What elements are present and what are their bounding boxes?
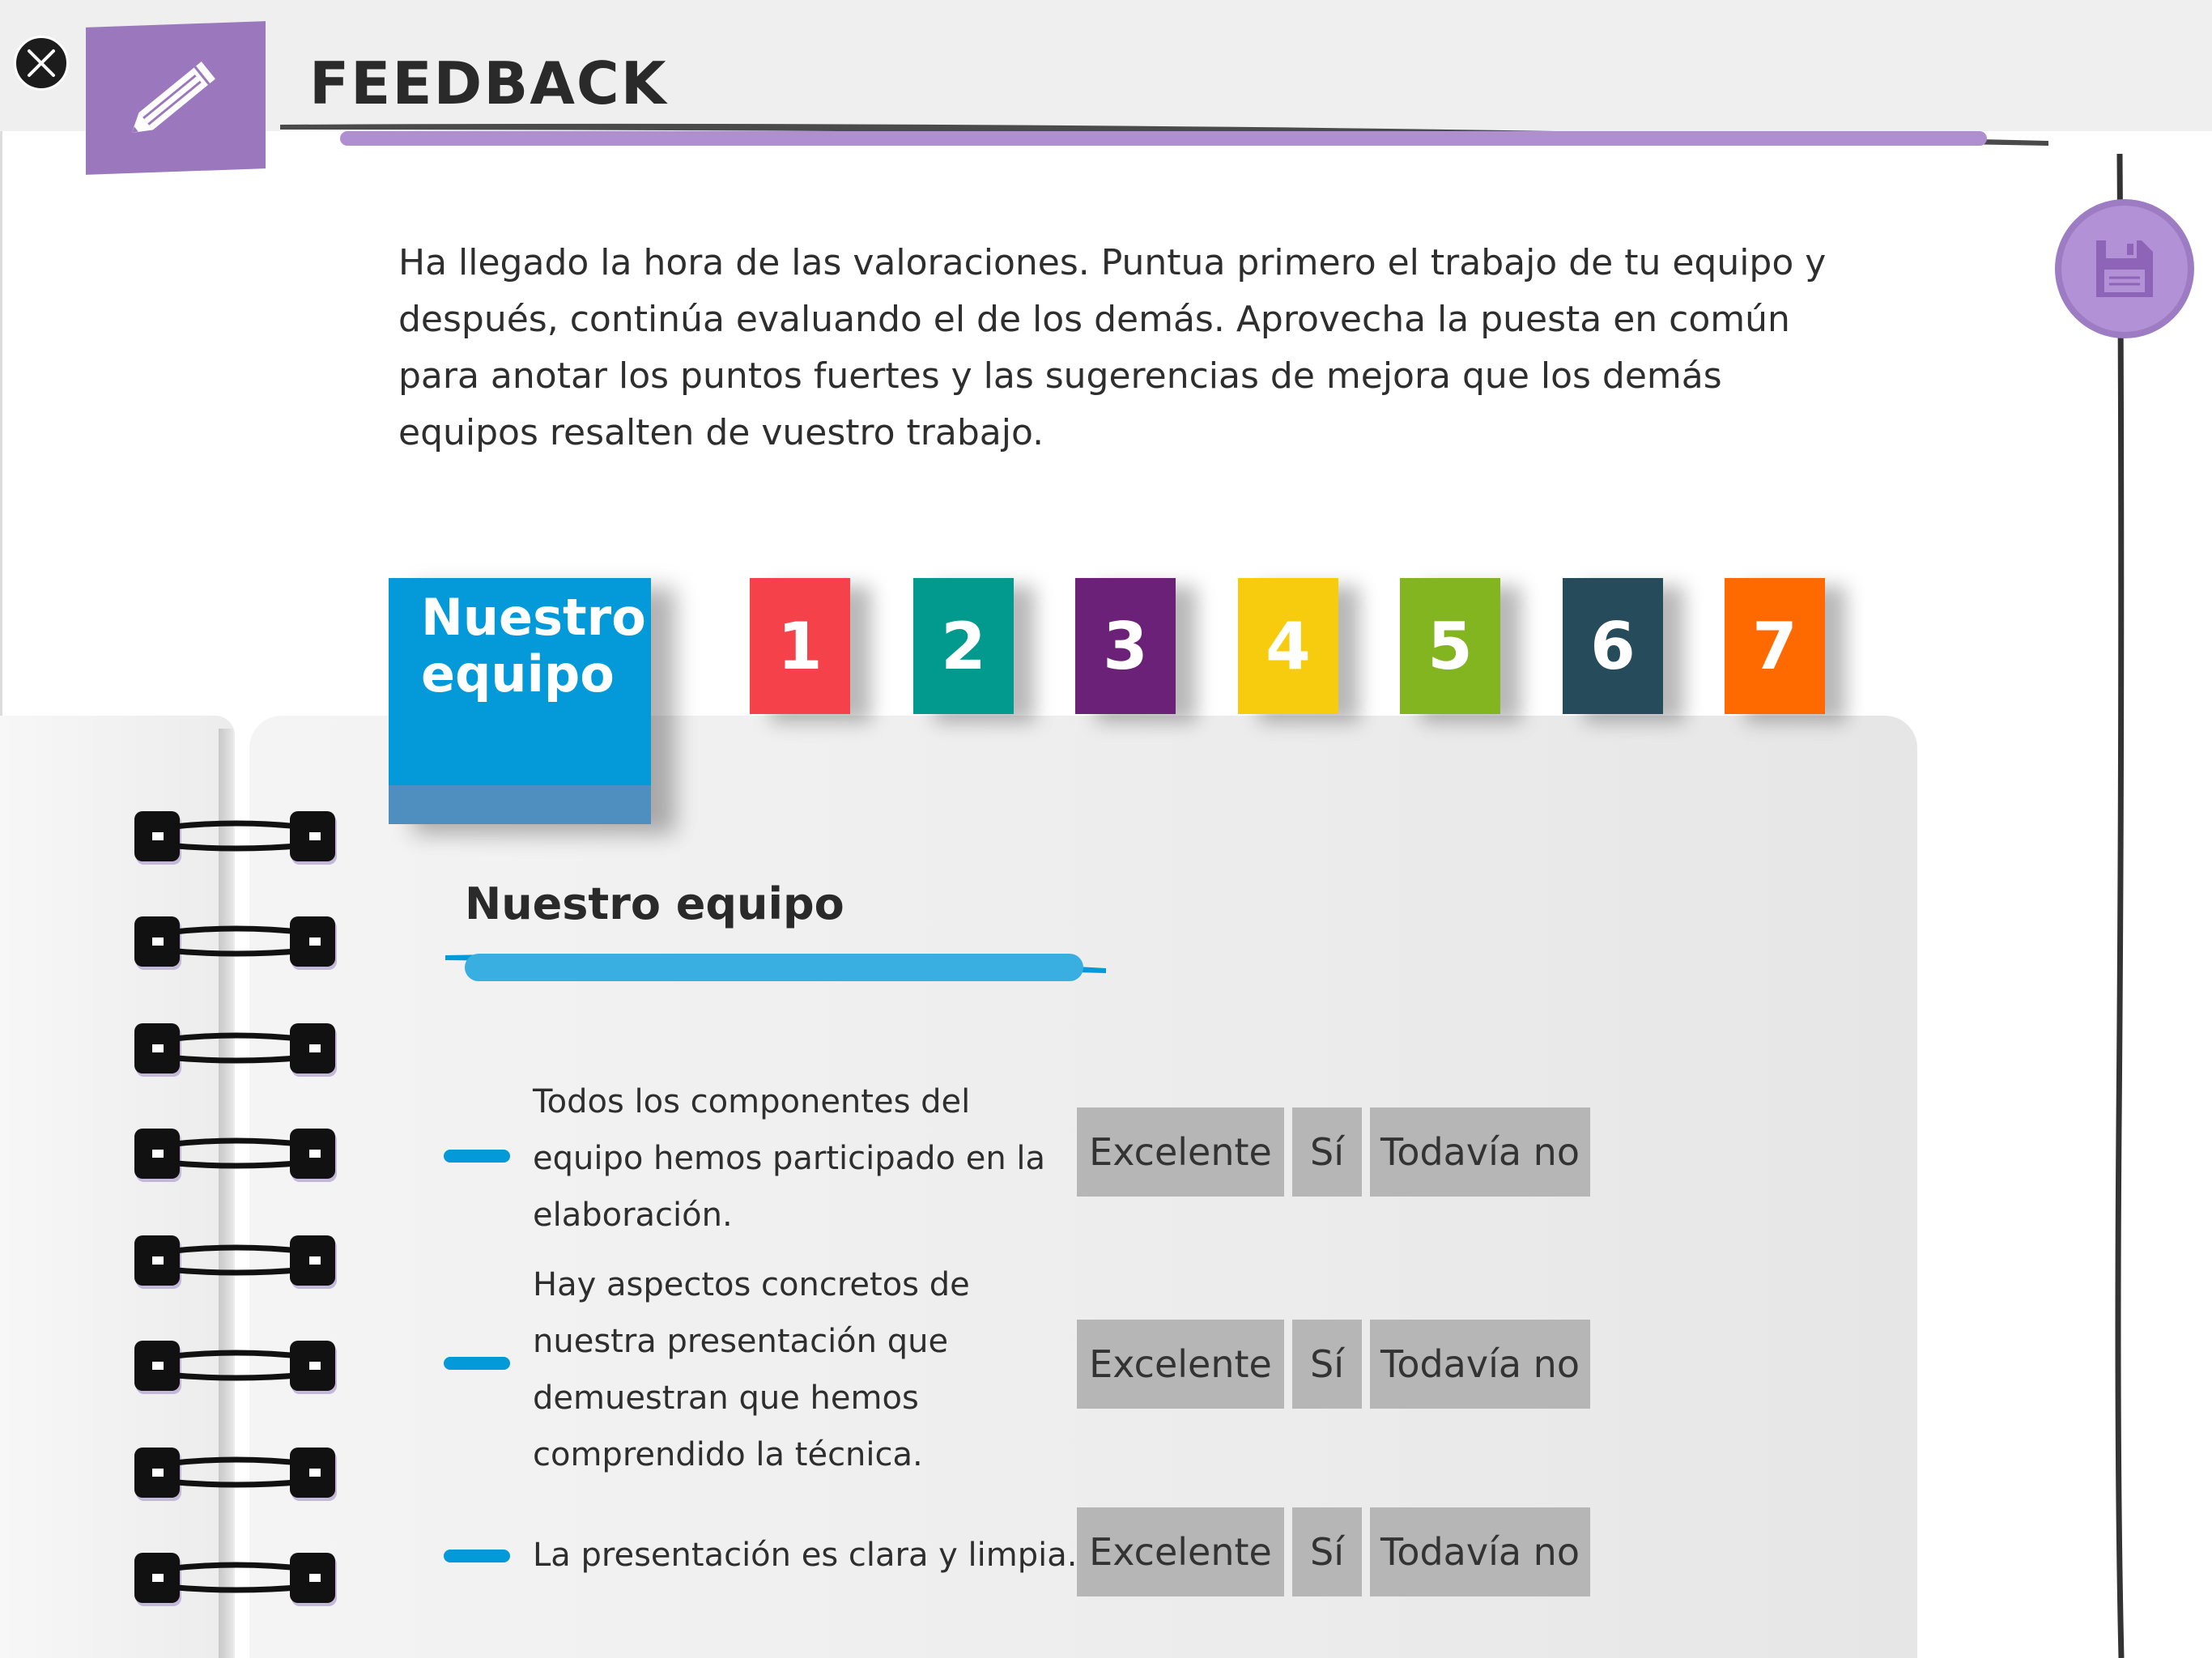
binding-ring [134,1339,338,1397]
option-todavia-no[interactable]: Todavía no [1370,1107,1590,1197]
option-excelente[interactable]: Excelente [1077,1320,1284,1409]
close-button[interactable] [14,36,69,91]
save-button[interactable] [2055,199,2194,338]
criterion-bullet [444,1150,510,1163]
binding-ring [134,1446,338,1504]
criterion-text: La presentación es clara y limpia. [533,1537,1078,1574]
tab-team-2[interactable]: 2 [913,578,1014,714]
tab-main-line1: Nuestro [421,588,646,647]
floppy-disk-icon [2093,237,2156,300]
rating-options [1077,1107,1590,1197]
option-si[interactable]: Sí [1292,1107,1362,1197]
tab-nuestro-equipo[interactable] [389,578,651,824]
binding-ring [134,915,338,973]
tab-team-7[interactable]: 7 [1725,578,1825,714]
tab-team-3[interactable]: 3 [1075,578,1176,714]
rating-options [1077,1507,1590,1596]
instructions-text: Ha llegado la hora de las valoraciones. Puntua primero el trabajo de tu equipo y después, continúa evaluando el de los demás. Aprovecha la puesta en común para anotar los puntos fuertes y las sugerencias de mejora que los demás equipos resalten de vuestro trabajo. [398,242,1827,453]
criterion-3 [444,1522,1610,1619]
option-excelente[interactable]: Excelente [1077,1107,1284,1197]
binding-ring [134,1127,338,1185]
tab-team-1[interactable]: 1 [750,578,850,714]
rating-options [1077,1320,1590,1409]
pencil-icon [127,52,224,144]
criterion-text: Hay aspectos concretos de nuestra presentación que demuestran que hemos comprendido la técnica. [533,1266,970,1473]
tab-team-4[interactable]: 4 [1238,578,1338,714]
option-excelente[interactable]: Excelente [1077,1507,1284,1596]
tab-team-6[interactable]: 6 [1563,578,1663,714]
option-si[interactable]: Sí [1292,1320,1362,1409]
tab-team-5[interactable]: 5 [1400,578,1500,714]
binding-ring [134,1551,338,1609]
criterion-text: Todos los componentes del equipo hemos participado en la elaboración. [533,1083,1046,1234]
page-title: FEEDBACK [309,49,668,117]
feedback-badge [86,21,266,175]
criterion-bullet [444,1357,510,1370]
criterion-1 [444,1073,1610,1244]
option-todavia-no[interactable]: Todavía no [1370,1507,1590,1596]
title-underline [280,118,2053,151]
criterion-bullet [444,1550,510,1562]
tab-main-line2: equipo [421,644,615,704]
notebook-spine [219,729,233,1658]
binding-ring [134,1234,338,1292]
close-icon [26,48,57,79]
criterion-2 [444,1256,1610,1483]
right-margin-line [2113,154,2129,1658]
section-title: Nuestro equipo [465,878,844,929]
option-si[interactable]: Sí [1292,1507,1362,1596]
section-underline [442,944,1109,993]
tab-main-fold [389,785,651,824]
option-todavia-no[interactable]: Todavía no [1370,1320,1590,1409]
binding-ring [134,1022,338,1080]
binding-ring [134,810,338,868]
